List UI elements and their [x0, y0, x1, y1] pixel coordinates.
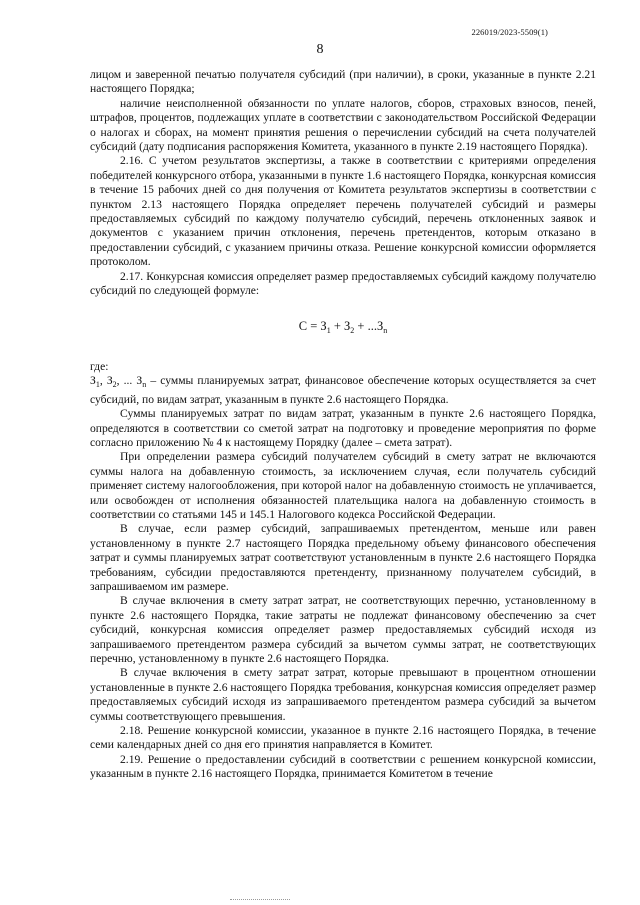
term-z2: З: [106, 374, 113, 388]
paragraph-nonconforming: В случае включения в смету затрат затрат, не соответствующих перечню, установленному в пункте 2.6 настоящего Порядка, такие затраты не подлежат финансовому обеспечению за счет субсидий, конкурсная комиссия определяет размер предоставляемых субсидий исходя из запрашиваемого претендентом размера субсидий за вычетом суммы затрат, не соответствующих перечню, установленному в пункте 2.6 настоящего Порядка.: [90, 594, 596, 666]
term-z1: З: [90, 374, 96, 388]
formula-tail: + ...З: [354, 318, 384, 333]
where-label: где:: [90, 359, 109, 373]
paragraph-excess: В случае включения в смету затрат затрат, которые превышают в процентном отношении установленные в пункте 2.6 настоящего Порядка требования, конкурсная комиссия определяет размер предоставляемых субсидий исходя из запрашиваемого претендентом размера субсидий за вычетом суммы соответствующего превышения.: [90, 666, 596, 723]
document-number: 226019/2023-5509(1): [471, 27, 548, 37]
term-sep-1: ,: [99, 374, 107, 388]
terms-rest: – суммы планируемых затрат, финансовое обеспечение которых осуществляется за счет субсидий, по видам затрат, указанным в пункте 2.6 настоящего Порядка.: [90, 374, 597, 406]
term-sub-2: 2: [112, 380, 117, 390]
formula-lhs: С = З: [298, 318, 327, 333]
term-sub-n: n: [142, 380, 147, 390]
paragraph-2-16: 2.16. С учетом результатов экспертизы, а также в соответствии с критериями определения победителей конкурсного отбора, указанными в пункте 1.6 настоящего Порядка, конкурсная комиссия в течение 15 рабочих дней со дня получения от Комитета результатов экспертизы в соответствии с пунктом 2.13 настоящего Порядка определяет перечень получателей субсидий и размеры предоставляемых субсидий по каждому получателю субсидий, перечень отклоненных заявок и документов с указанием причин отклонения, перечень претендентов, которым отказано в предоставлении субсидий, с указанием причины отказа. Решение конкурсной комиссии оформляется протоколом.: [90, 154, 596, 269]
paragraph-2-19: 2.19. Решение о предоставлении субсидий в соответствии с решением конкурсной комиссии, указанным в пункте 2.16 настоящего Порядка, принимается Комитетом в течение: [90, 752, 596, 781]
paragraph-tax-obligation: наличие неисполненной обязанности по уплате налогов, сборов, страховых взносов, пеней, штрафов, процентов, подлежащих уплате в соответствии с законодательством Российской Федерации о налогах и сборах, на момент принятия решения о перечислении субсидий на счета получателей субсидий (дату подписания распоряжения Комитета, указанного в пункте 2.19 настоящего Порядка).: [90, 96, 596, 154]
scan-mark: [230, 899, 290, 901]
paragraph-limit: В случае, если размер субсидий, запрашиваемых претендентом, меньше или равен установленному в пункте 2.7 настоящего Порядка предельному объему финансового обеспечения затрат и суммы планируемых затрат соответствуют установленным в пункте 2.6 настоящего Порядка требованиям, субсидии предоставляются претенденту, признанному получателем субсидий, в запрашиваемом им размере.: [90, 522, 596, 593]
formula-plus: + З: [330, 318, 351, 333]
paragraph-vat: При определении размера субсидий получателем субсидий в смету затрат не включаются суммы налога на добавленную стоимость, за исключением случая, если получатель субсидий применяет систему налогообложения, при которой налог на добавленную стоимость не уплачивается, или освобожден от исполнения обязанностей плательщика налога на добавленную стоимость в соответствии со статьями 145 и 145.1 Налогового кодекса Российской Федерации.: [90, 450, 596, 521]
page-number: 8: [316, 42, 324, 57]
term-sub-1: 1: [95, 380, 100, 390]
document-body: [90, 68, 596, 782]
paragraph-planned-costs: Суммы планируемых затрат по видам затрат, указанным в пункте 2.6 настоящего Порядка, определяются в соответствии со сметой затрат на подготовку и проведение мероприятия по форме согласно приложению № 4 к настоящему Порядку (далее – смета затрат).: [90, 407, 596, 449]
paragraph-2-18: 2.18. Решение конкурсной комиссии, указанное в пункте 2.16 настоящего Порядка, в течение семи календарных дней со дня его принятия направляется в Комитет.: [90, 724, 596, 752]
subsidy-formula: [90, 319, 596, 338]
formula-sub-1: 1: [326, 325, 331, 335]
terms-definition: [90, 374, 596, 407]
paragraph-continuation: лицом и заверенной печатью получателя субсидий (при наличии), в сроки, указанные в пункте 2.21 настоящего Порядка;: [90, 68, 596, 96]
paragraph-2-17: 2.17. Конкурсная комиссия определяет размер предоставляемых субсидий каждому получателю субсидий по следующей формуле:: [90, 269, 596, 298]
term-zn: З: [136, 374, 143, 388]
formula-sub-n: n: [383, 325, 388, 335]
formula-sub-2: 2: [350, 325, 355, 335]
term-sep-2: , ...: [116, 374, 137, 388]
